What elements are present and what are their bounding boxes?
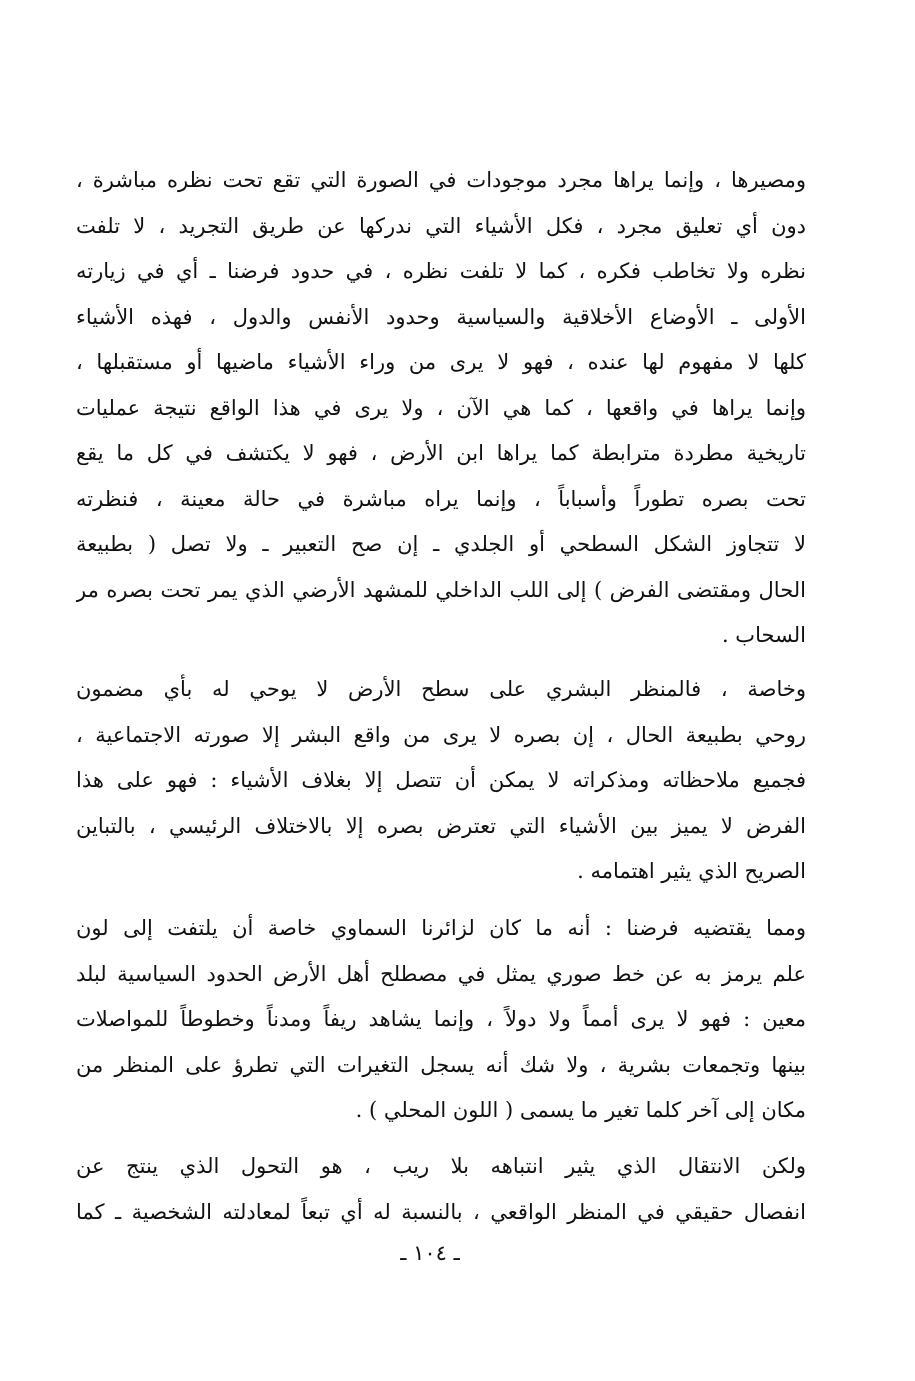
text-line: كلها لا مفهوم لها عنده ، فهو لا يرى من وراء الأشياء ماضيها أو مستقبلها ، xyxy=(76,350,806,374)
text-line: ولكن الانتقال الذي يثير انتباهه بلا ريب ، هو التحول الذي ينتج عن xyxy=(76,1154,806,1178)
text-line: فجميع ملاحظاته ومذكراته لا يمكن أن تتصل إلا بغلاف الأشياء : فهو على هذا xyxy=(76,768,806,792)
text-line: لا تتجاوز الشكل السطحي أو الجلدي ـ إن صح التعبير ـ ولا تصل ( بطبيعة xyxy=(76,532,806,556)
text-line: ومما يقتضيه فرضنا : أنه ما كان لزائرنا السماوي خاصة أن يلتفت إلى لون xyxy=(76,916,806,940)
page-number: ـ ١٠٤ ـ xyxy=(400,1241,460,1265)
text-line: انفصال حقيقي في المنظر الواقعي ، بالنسبة له أي تبعاً لمعادلته الشخصية ـ كما xyxy=(76,1199,806,1224)
text-line: علم يرمز به عن خط صوري يمثل في مصطلح أهل الأرض الحدود السياسية لبلد xyxy=(76,961,806,986)
text-line: بينها وتجمعات بشرية ، ولا شك أنه يسجل التغيرات التي تطرؤ على المنظر من xyxy=(76,1052,806,1077)
paragraph-3 xyxy=(76,906,806,1134)
text-line: الحال ومقتضى الفرض ) إلى اللب الداخلي للمشهد الأرضي الذي يمر تحت بصره مر xyxy=(76,577,806,602)
text-line: دون أي تعليق مجرد ، فكل الأشياء التي ندركها عن طريق التجريد ، لا تلفت xyxy=(76,213,806,238)
text-line: روحي بطبيعة الحال ، إن بصره لا يرى من واقع البشر إلا صورته الاجتماعية ، xyxy=(76,722,806,747)
text-line: تاريخية مطردة مترابطة كما يراها ابن الأرض ، فهو لا يكتشف في كل ما يقع xyxy=(76,441,806,465)
text-line: تحت بصره تطوراً وأسباباً ، وإنما يراه مباشرة في حالة معينة ، فنظرته xyxy=(76,486,806,511)
text-line: مكان إلى آخر كلما تغير ما يسمى ( اللون المحلي ) . xyxy=(355,1098,806,1122)
paragraph-1 xyxy=(76,158,806,659)
text-line: معين : فهو لا يرى أمماً ولا دولاً ، وإنما يشاهد ريفاً ومدناً وخطوطاً للمواصلات xyxy=(76,1007,806,1031)
text-line: الأولى ـ الأوضاع الأخلاقية والسياسية وحدود الأنفس والدول ، فهذه الأشياء xyxy=(76,304,806,329)
text-line: وإنما يراها في واقعها ، كما هي الآن ، ولا يرى في هذا الواقع نتيجة عمليات xyxy=(76,395,806,420)
paragraph-4 xyxy=(76,1144,806,1235)
text-line: الفرض لا يميز بين الأشياء التي تعترض بصره إلا بالاختلاف الرئيسي ، بالتباين xyxy=(76,813,806,838)
text-line: نظره ولا تخاطب فكره ، كما لا تلفت نظره ، في حدود فرضنا ـ أي في زيارته xyxy=(76,259,806,283)
text-line: وخاصة ، فالمنظر البشري على سطح الأرض لا يوحي له بأي مضمون xyxy=(76,677,806,701)
text-line: الصريح الذي يثير اهتمامه . xyxy=(577,859,806,883)
paragraph-2 xyxy=(76,667,806,895)
text-line: السحاب . xyxy=(721,623,806,647)
text-line: ومصيرها ، وإنما يراها مجرد موجودات في الصورة التي تقع تحت نظره مباشرة ، xyxy=(76,168,806,192)
